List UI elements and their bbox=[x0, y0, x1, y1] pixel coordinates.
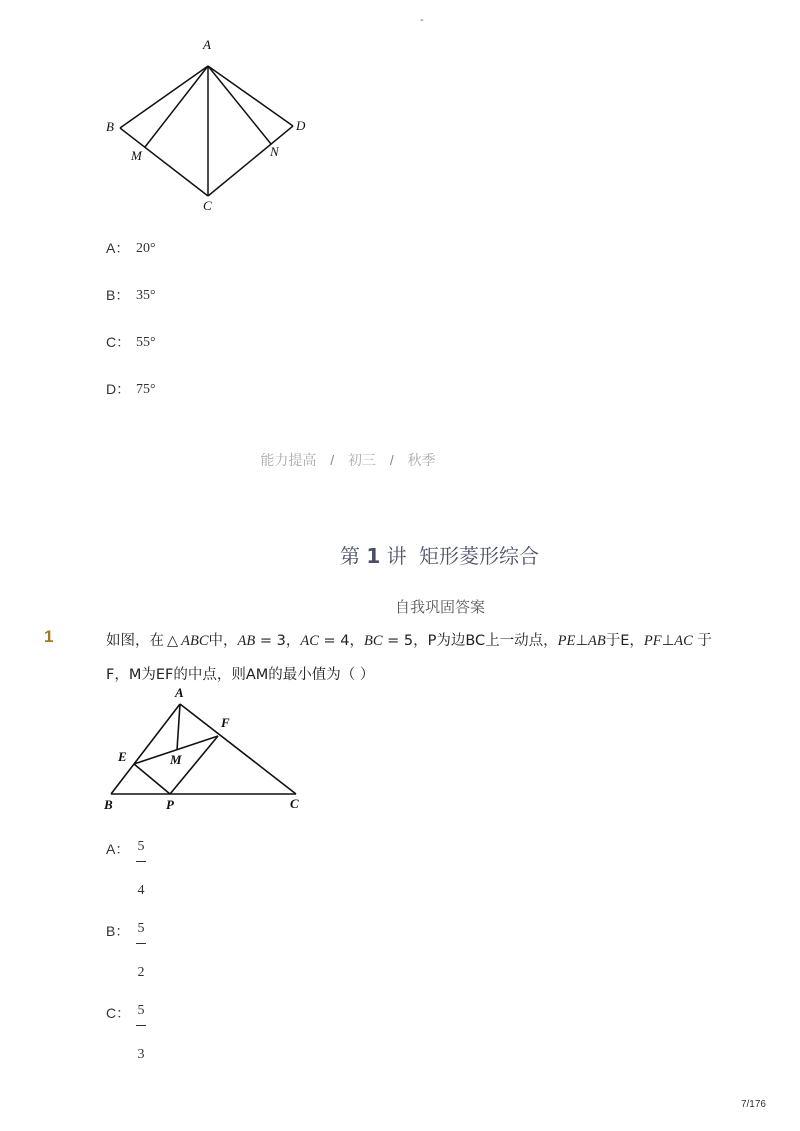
lecture-prefix: 第 bbox=[340, 544, 360, 568]
question-text-line2: F，M为EF的中点，则AM的最小值为（ ） bbox=[106, 667, 375, 683]
option-c-label: C： bbox=[106, 334, 131, 350]
segment-AB bbox=[120, 66, 208, 128]
breadcrumb-separator: / bbox=[389, 452, 394, 468]
q1-option-a-label: A： bbox=[106, 841, 130, 857]
option-b-label: B： bbox=[106, 287, 130, 303]
option-d-label: D： bbox=[106, 381, 131, 397]
denominator: 3 bbox=[137, 1047, 145, 1062]
segment-AN bbox=[208, 66, 271, 144]
label-C: C bbox=[203, 198, 212, 213]
lecture-topic: 矩形菱形综合 bbox=[419, 544, 539, 568]
breadcrumb-item-grade: 初三 bbox=[348, 452, 376, 468]
label-P: P bbox=[166, 797, 174, 812]
label-F: F bbox=[221, 715, 230, 730]
label-M: M bbox=[131, 148, 142, 163]
q1-option-a-fraction bbox=[134, 836, 148, 902]
label-D: D bbox=[296, 118, 306, 133]
breadcrumb-item-ability: 能力提高 bbox=[260, 452, 317, 468]
question-text-line1: 如图，在 △ ABC中，AB = 3，AC = 4，BC = 5，P为边BC上一动点，PE⊥AB于E，PF⊥AC 于 bbox=[106, 633, 712, 649]
label-A: A bbox=[203, 37, 211, 52]
denominator: 2 bbox=[137, 965, 145, 980]
option-a-value: 20° bbox=[136, 241, 156, 256]
segment-AD bbox=[208, 66, 293, 126]
numerator: 5 bbox=[137, 921, 145, 936]
label-B: B bbox=[106, 119, 114, 134]
fraction-bar bbox=[136, 1025, 146, 1026]
denominator: 4 bbox=[137, 883, 145, 898]
breadcrumb-item-season: 秋季 bbox=[407, 452, 436, 468]
section-title: 自我巩固答案 bbox=[394, 598, 485, 616]
option-b-value: 35° bbox=[136, 288, 156, 303]
segment-AM bbox=[145, 66, 208, 147]
question-number: 1 bbox=[44, 627, 54, 646]
numerator: 5 bbox=[137, 839, 145, 854]
fraction-bar bbox=[136, 943, 146, 944]
q1-option-b-label: B： bbox=[106, 923, 130, 939]
lecture-suffix: 讲 bbox=[386, 544, 407, 568]
q1-option-c-label: C： bbox=[106, 1005, 131, 1021]
header-mark: - bbox=[420, 14, 424, 26]
segment-AC bbox=[180, 704, 296, 794]
breadcrumb bbox=[0, 450, 696, 470]
label-B: B bbox=[104, 797, 113, 812]
label-C: C bbox=[290, 796, 299, 811]
q1-option-c-fraction bbox=[134, 1000, 148, 1066]
segment-AM bbox=[177, 704, 180, 750]
figure-triangle-diagram bbox=[100, 680, 320, 815]
q1-option-b-fraction bbox=[134, 918, 148, 984]
figure-kite-diagram bbox=[100, 32, 320, 214]
numerator: 5 bbox=[137, 1003, 145, 1018]
option-a-label: A： bbox=[106, 240, 130, 256]
label-A: A bbox=[175, 685, 184, 700]
breadcrumb-separator: / bbox=[330, 452, 335, 468]
label-M: M bbox=[170, 752, 182, 767]
segment-DC bbox=[208, 126, 293, 196]
label-N: N bbox=[270, 144, 279, 159]
label-E: E bbox=[118, 749, 127, 764]
option-d-value: 75° bbox=[136, 382, 156, 397]
lecture-number: 1 bbox=[366, 544, 381, 568]
segment-PE bbox=[134, 764, 170, 794]
fraction-bar bbox=[136, 861, 146, 862]
lecture-title bbox=[340, 540, 539, 569]
page-number: 7/176 bbox=[740, 1099, 766, 1110]
option-c-value: 55° bbox=[136, 335, 156, 350]
